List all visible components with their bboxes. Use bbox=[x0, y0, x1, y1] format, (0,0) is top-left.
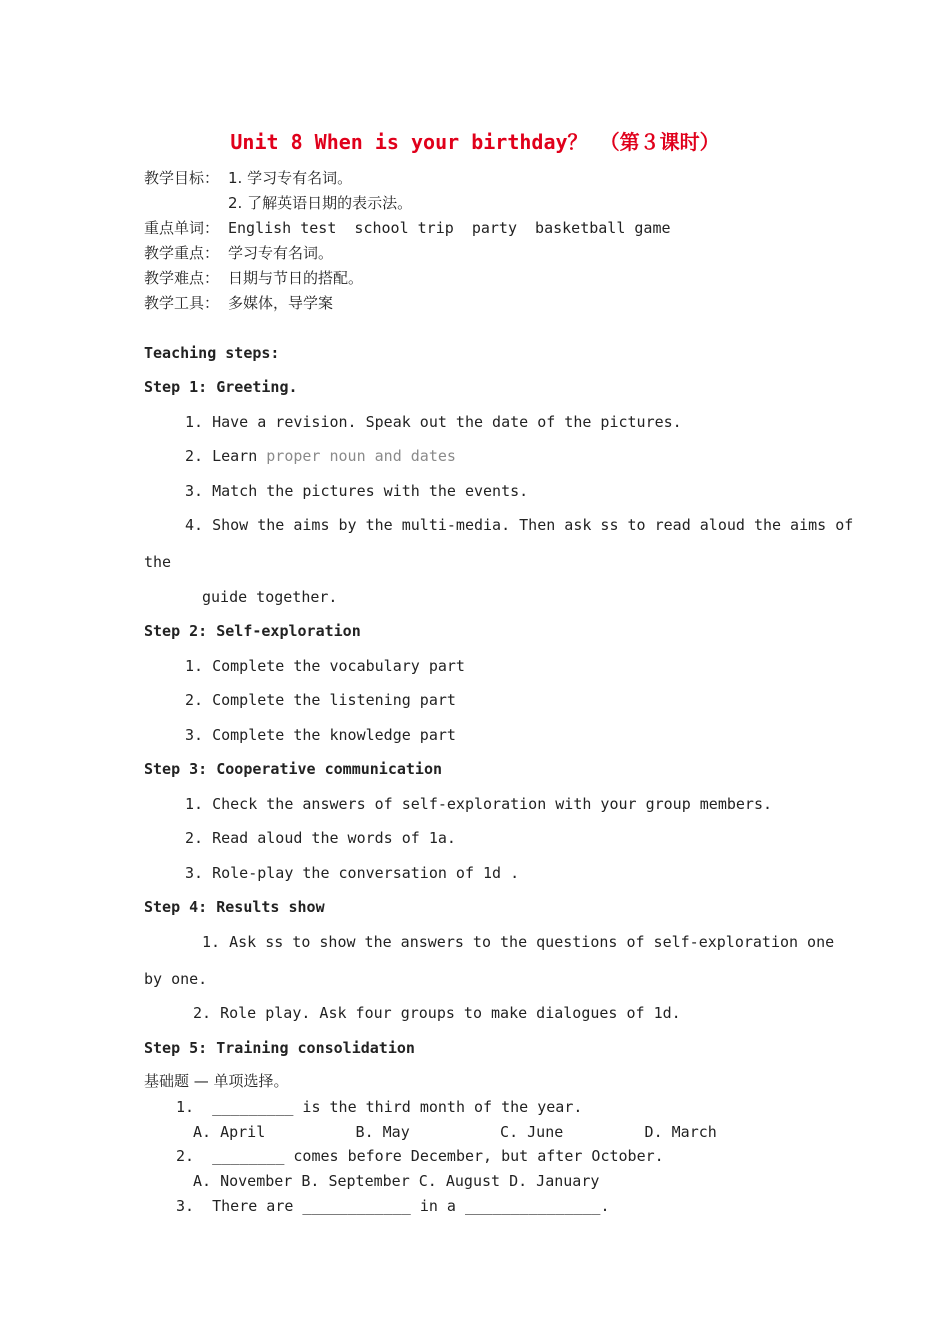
step-item: 2. Role play. Ask four groups to make dialogues of 1d. bbox=[193, 1004, 681, 1022]
question-options: A. November B. September C. August D. January bbox=[193, 1172, 600, 1190]
step-item: 3. Complete the knowledge part bbox=[185, 726, 456, 744]
step-item bbox=[185, 446, 456, 466]
tools-value: 多媒体，导学案 bbox=[228, 294, 334, 312]
step-item-wrap: the bbox=[144, 553, 172, 571]
question: 1. _________ is the third month of the year. bbox=[176, 1098, 583, 1116]
step-heading: Step 1: Greeting. bbox=[144, 378, 298, 396]
question-options: A. April B. May C. June D. March bbox=[193, 1123, 717, 1141]
step-item: 3. Role-play the conversation of 1d . bbox=[185, 864, 520, 882]
step-item: 1. Have a revision. Speak out the date of the pictures. bbox=[185, 413, 682, 431]
step-item: 4. Show the aims by the multi-media. Then ask ss to read aloud the aims of bbox=[185, 516, 854, 534]
step-item: 1. Complete the vocabulary part bbox=[185, 657, 465, 675]
question: 3. There are ____________ in a _______________. bbox=[176, 1197, 610, 1215]
step-heading: Step 2: Self-exploration bbox=[144, 622, 361, 640]
objective-item: 2. 了解英语日期的表示法。 bbox=[228, 194, 413, 212]
key-words-value: English test school trip party basketball game bbox=[228, 219, 671, 237]
key-points-value: 学习专有名词。 bbox=[228, 244, 334, 262]
step-item: 2. Complete the listening part bbox=[185, 691, 456, 709]
step-item-text: 2. Learn bbox=[185, 447, 267, 465]
difficulties-value: 日期与节日的搭配。 bbox=[228, 269, 364, 287]
step-item: 1. Ask ss to show the answers to the questions of self-exploration one bbox=[202, 933, 835, 951]
objective-item: 1. 学习专有名词。 bbox=[228, 169, 353, 187]
exercise-heading: 基础题 — 单项选择。 bbox=[144, 1072, 289, 1090]
difficulties-label: 教学难点： bbox=[144, 269, 220, 287]
step-item: 2. Read aloud the words of 1a. bbox=[185, 829, 456, 847]
step-item-wrap: guide together. bbox=[202, 588, 338, 606]
key-points-label: 教学重点： bbox=[144, 244, 220, 262]
step-item-wrap: by one. bbox=[144, 970, 208, 988]
page-title: Unit 8 When is your birthday？ （第３课时） bbox=[230, 130, 720, 154]
tools-label: 教学工具： bbox=[144, 294, 220, 312]
objectives-label: 教学目标： bbox=[144, 169, 220, 187]
step-heading: Step 5: Training consolidation bbox=[144, 1039, 415, 1057]
step-item-gray-text: proper noun and dates bbox=[266, 447, 456, 465]
step-heading: Step 4: Results show bbox=[144, 898, 325, 916]
question: 2. ________ comes before December, but after October. bbox=[176, 1147, 664, 1165]
step-item: 3. Match the pictures with the events. bbox=[185, 482, 529, 500]
step-heading: Step 3: Cooperative communication bbox=[144, 760, 443, 778]
steps-heading: Teaching steps: bbox=[144, 344, 280, 362]
step-item: 1. Check the answers of self-exploration with your group members. bbox=[185, 795, 772, 813]
key-words-label: 重点单词： bbox=[144, 219, 220, 237]
